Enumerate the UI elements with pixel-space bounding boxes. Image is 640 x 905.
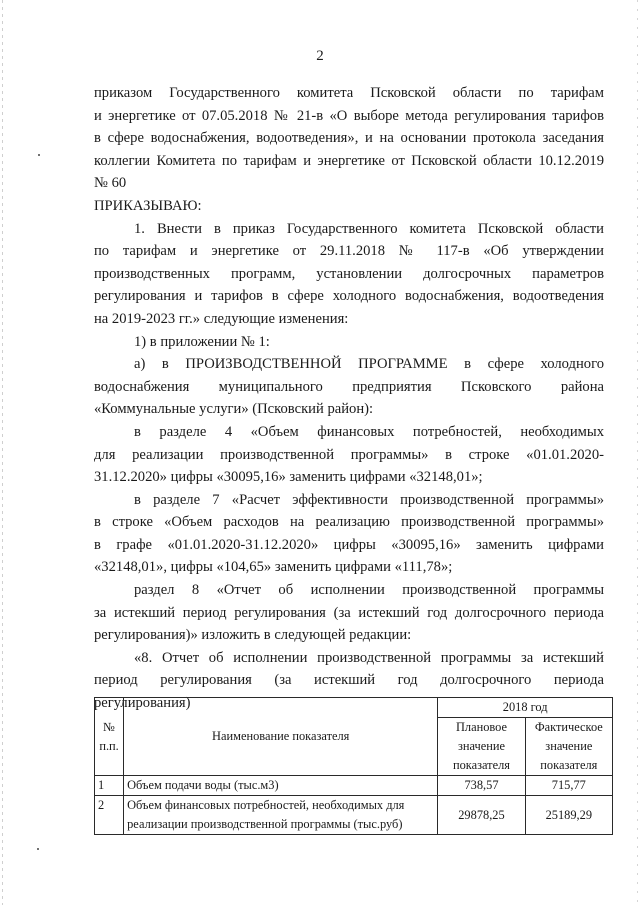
- text-line: «8. Отчет об исполнении производственной программы за истекший: [134, 649, 604, 666]
- text-line: в графе «01.01.2020-31.12.2020» цифры «30095,16» заменить цифрами: [94, 536, 604, 553]
- text-line: ПРИКАЗЫВАЮ:: [94, 197, 202, 214]
- text-line: в строке «Объем расходов на реализацию производственной программы»: [94, 514, 604, 531]
- paragraph-order: [94, 195, 604, 218]
- text-line: и энергетике от 07.05.2018 № 21-в «О выборе метода регулирования тарифов: [94, 107, 604, 124]
- table-row: [95, 796, 613, 835]
- paragraph-section-4: [94, 421, 604, 489]
- paragraph-annex: [94, 331, 604, 354]
- header-fact: [525, 718, 612, 776]
- text-line: регулирования)» изложить в следующей редакции:: [94, 627, 412, 644]
- text-line: за истекший период регулирования (за истекший год долгосрочного периода: [94, 604, 604, 621]
- text-line: коллегии Комитета по тарифам и энергетике от Псковской области 10.12.2019: [94, 152, 604, 169]
- header-number: [95, 698, 124, 776]
- header-plan-line: Плановое: [455, 720, 508, 734]
- row-number: 1: [95, 776, 124, 796]
- text-line: регулирования): [94, 695, 191, 712]
- paragraph-program: [94, 353, 604, 421]
- text-line: «Коммунальные услуги» (Псковский район):: [94, 401, 374, 418]
- header-year: 2018 год: [438, 698, 613, 718]
- row-number: 2: [95, 796, 124, 835]
- text-line: регулирования и тарифов в сфере холодного водоснабжения, водоотведения: [94, 288, 604, 305]
- row-name-line: реализации производственной программы (тыс.руб): [127, 817, 403, 831]
- table-row: [95, 776, 613, 796]
- header-plan-line: значение: [457, 739, 505, 753]
- text-line: в разделе 7 «Расчет эффективности производственной программы»: [134, 491, 604, 508]
- text-line: 1. Внести в приказ Государственного комитета Псковской области: [134, 220, 604, 237]
- page-number: 2: [316, 48, 324, 64]
- text-line: в сфере водоснабжения, водоотведения», и на основании протокола заседания: [94, 130, 604, 147]
- paragraph-section-7: [94, 489, 604, 579]
- header-plan: [438, 718, 525, 776]
- header-fact-line: показателя: [540, 758, 598, 772]
- text-line: на 2019-2023 гг.» следующие изменения:: [94, 310, 349, 327]
- document-body: [94, 82, 604, 715]
- row-plan-value: 738,57: [438, 776, 525, 796]
- report-table: [94, 697, 613, 835]
- row-name-line: Объем подачи воды (тыс.м3): [127, 778, 279, 792]
- header-indicator-name: Наименование показателя: [124, 698, 438, 776]
- scan-edge-right: [637, 0, 638, 905]
- text-line: водоснабжения муниципального предприятия Псковского района: [94, 378, 604, 395]
- scan-speck: [37, 848, 39, 850]
- text-line: в разделе 4 «Объем финансовых потребностей, необходимых: [134, 423, 604, 440]
- paragraph-item-1: [94, 218, 604, 331]
- paragraph-preamble: [94, 82, 604, 195]
- text-line: 1) в приложении № 1:: [134, 333, 270, 350]
- header-number-line: п.п.: [99, 738, 119, 753]
- text-line: приказом Государственного комитета Псковской области по тарифам: [94, 85, 604, 101]
- row-indicator-name: [124, 796, 438, 835]
- header-fact-line: значение: [545, 739, 593, 753]
- row-indicator-name: [124, 776, 438, 796]
- text-line: раздел 8 «Отчет об исполнении производственной программы: [134, 582, 604, 599]
- row-plan-value: 29878,25: [438, 796, 525, 835]
- header-fact-line: Фактическое: [534, 720, 603, 734]
- row-fact-value: 25189,29: [525, 796, 612, 835]
- header-number-line: №: [103, 719, 115, 734]
- text-line: по тарифам и энергетике от 29.11.2018 № 117-в «Об утверждении: [94, 243, 604, 260]
- text-line: а) в ПРОИЗВОДСТВЕННОЙ ПРОГРАММЕ в сфере холодного: [134, 356, 604, 373]
- table-header-row: [95, 698, 613, 718]
- text-line: 31.12.2020» цифры «30095,16» заменить цифрами «32148,01»;: [94, 469, 483, 486]
- text-line: период регулирования (за истекший год долгосрочного периода: [94, 672, 604, 689]
- paragraph-section-8: [94, 579, 604, 647]
- row-name-line: Объем финансовых потребностей, необходимых для: [127, 798, 405, 812]
- header-plan-line: показателя: [452, 758, 510, 772]
- scan-edge-left: [2, 0, 3, 905]
- scan-speck: [38, 154, 40, 156]
- text-line: № 60: [94, 175, 127, 192]
- text-line: «32148,01», цифры «104,65» заменить цифрами «111,78»;: [94, 559, 453, 576]
- row-fact-value: 715,77: [525, 776, 612, 796]
- text-line: для реализации производственной программы» в строке «01.01.2020-: [94, 446, 604, 463]
- text-line: производственных программ, установлении долгосрочных параметров: [94, 265, 604, 282]
